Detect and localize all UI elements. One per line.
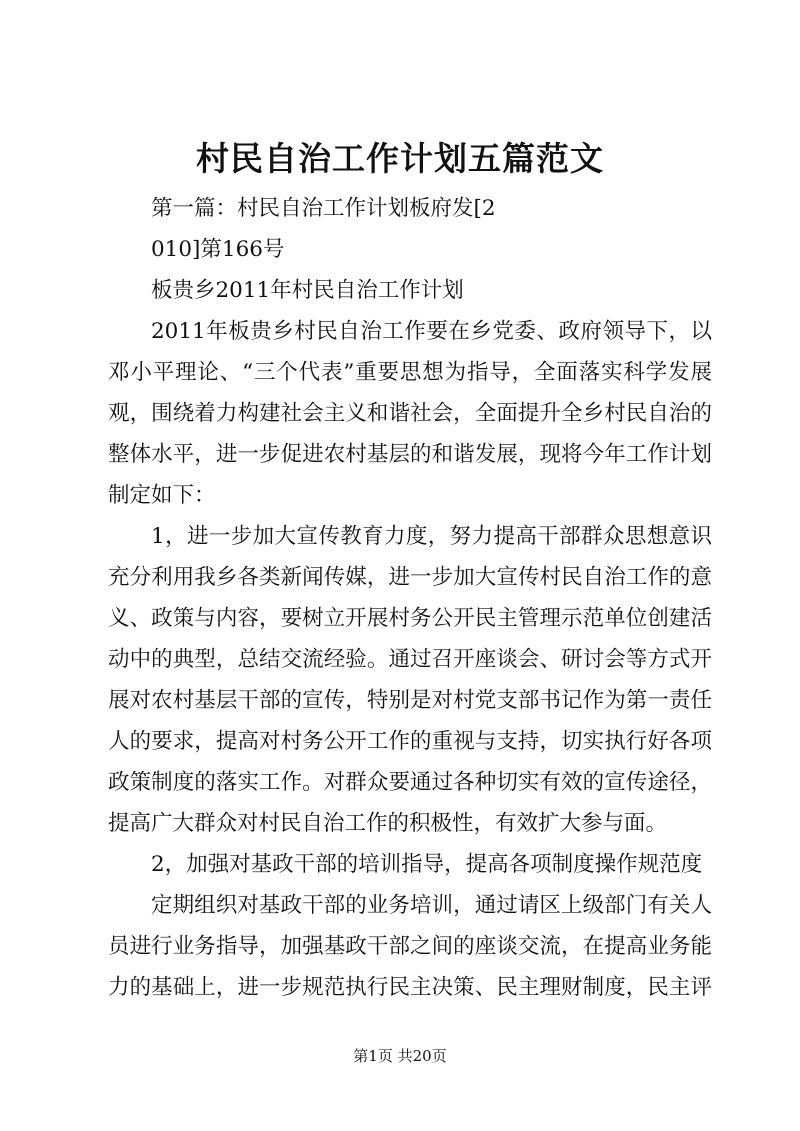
text-line: 第一篇：村民自治工作计划板府发[2 — [151, 196, 496, 221]
text-line: 政策制度的落实工作。对群众要通过各种切实有效的宣传途径， — [108, 770, 712, 795]
text-line: 员进行业务指导，加强基政干部之间的座谈交流，在提高业务能 — [108, 934, 712, 959]
text-line: 1，进一步加大宣传教育力度，努力提高干部群众思想意识 — [151, 524, 712, 549]
text-line: 整体水平，进一步促进农村基层的和谐发展，现将今年工作计划 — [108, 442, 712, 467]
text-line: 邓小平理论、“三个代表”重要思想为指导，全面落实科学发展 — [108, 360, 712, 385]
text-line: 提高广大群众对村民自治工作的积极性，有效扩大参与面。 — [108, 811, 668, 836]
document-body — [108, 188, 712, 1008]
document-title: 村民自治工作计划五篇范文 — [196, 139, 604, 178]
text-line: 动中的典型，总结交流经验。通过召开座谈会、研讨会等方式开 — [108, 647, 712, 672]
text-line: 观，围绕着力构建社会主义和谐社会，全面提升全乡村民自治的 — [108, 401, 712, 426]
text-line: 义、政策与内容，要树立开展村务公开民主管理示范单位创建活 — [108, 606, 712, 631]
text-line: 定期组织对基政干部的业务培训，通过请区上级部门有关人 — [151, 893, 712, 918]
text-line: 力的基础上，进一步规范执行民主决策、民主理财制度，民主评 — [108, 975, 712, 1000]
page-number: 第1页 共20页 — [353, 1047, 447, 1065]
text-line: 2011年板贵乡村民自治工作要在乡党委、政府领导下，以 — [151, 319, 712, 344]
text-line: 板贵乡2011年村民自治工作计划 — [151, 278, 464, 303]
text-line: 010]第166号 — [151, 237, 285, 262]
text-line: 充分利用我乡各类新闻传媒，进一步加大宣传村民自治工作的意 — [108, 565, 712, 590]
text-line: 2，加强对基政干部的培训指导，提高各项制度操作规范度 — [151, 852, 703, 877]
text-line: 制定如下： — [108, 483, 216, 508]
text-line: 展对农村基层干部的宣传，特别是对村党支部书记作为第一责任 — [108, 688, 712, 713]
text-line: 人的要求，提高对村务公开工作的重视与支持，切实执行好各项 — [108, 729, 712, 754]
